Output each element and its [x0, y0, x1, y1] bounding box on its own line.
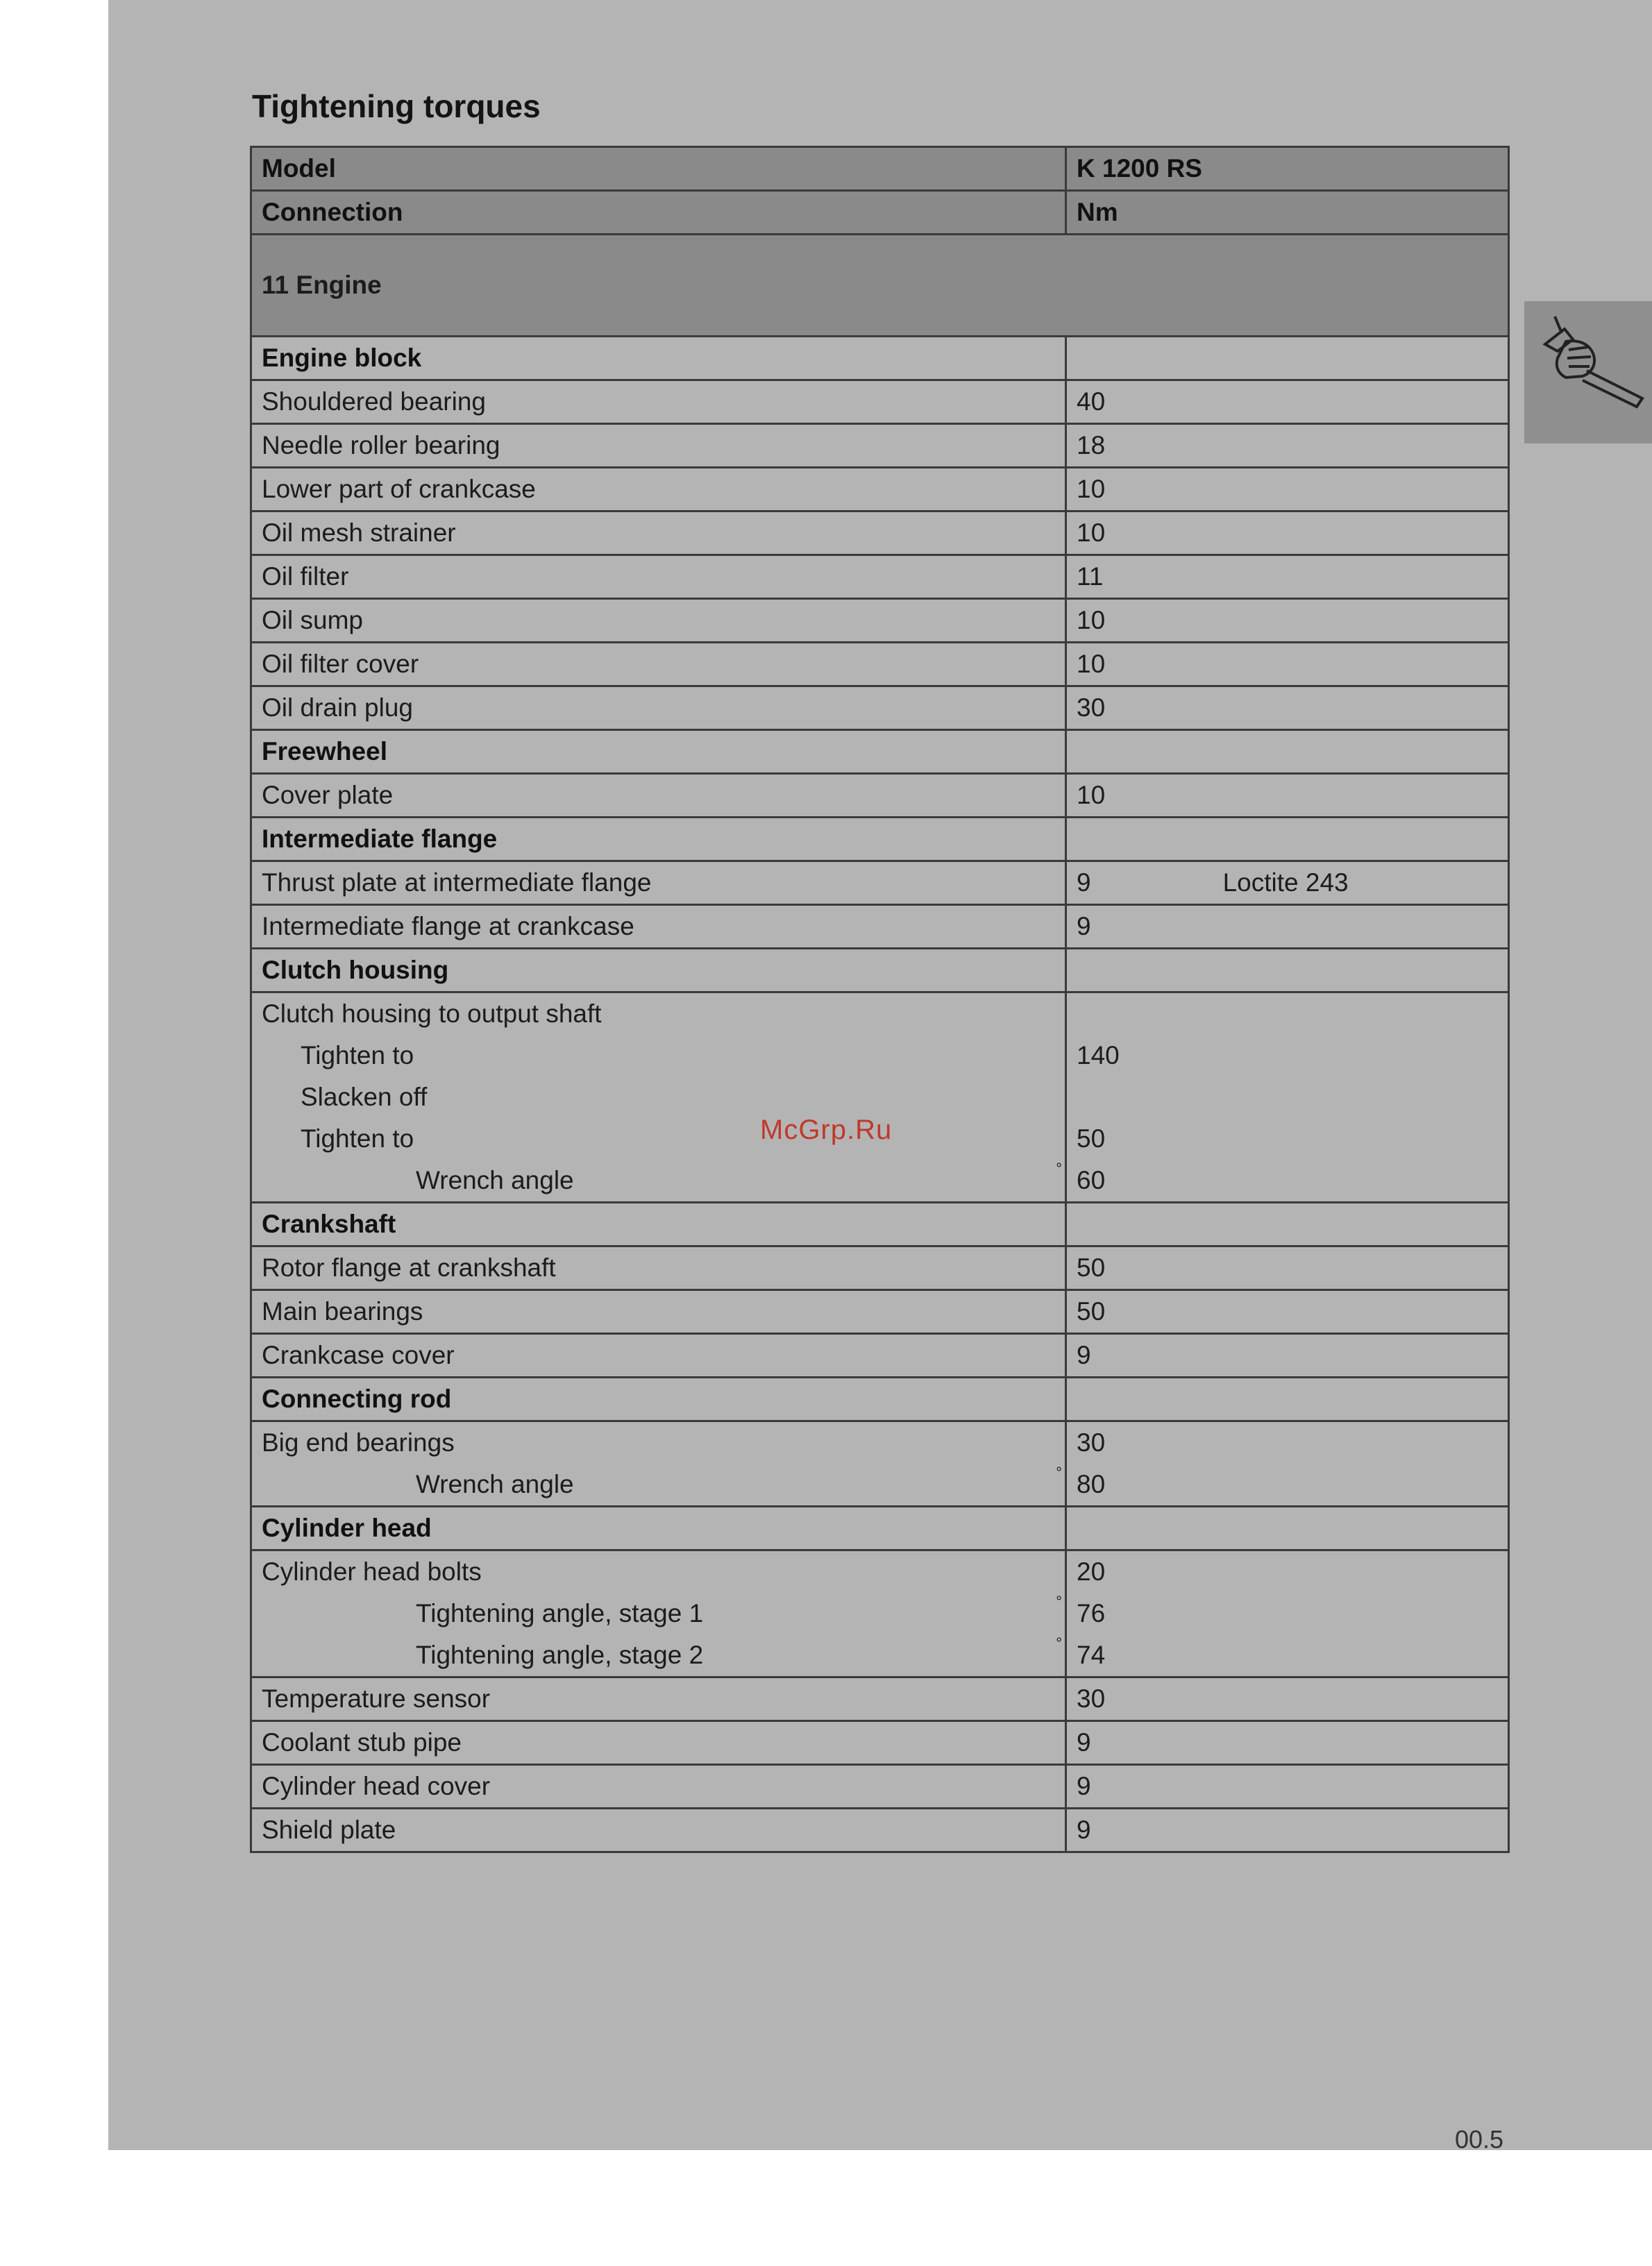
unit-label: Nm — [1066, 191, 1509, 235]
row-value: 10 — [1066, 774, 1509, 818]
table-row — [251, 1421, 1509, 1464]
row-label: Slacken off — [251, 1076, 1066, 1118]
page-title: Tightening torques — [252, 88, 541, 124]
row-label: Cylinder head bolts — [251, 1550, 1066, 1593]
row-label: Tighten to — [251, 1118, 1066, 1160]
row-label: Intermediate flange — [251, 818, 1066, 861]
row-value: 10 — [1066, 468, 1509, 511]
table-row — [251, 1677, 1509, 1721]
row-label: Rotor flange at crankshaft — [251, 1246, 1066, 1290]
section-row — [251, 337, 1509, 380]
row-note: Loctite 243 — [1222, 868, 1349, 897]
row-value: 74 — [1066, 1634, 1509, 1677]
row-value: 30 — [1066, 1421, 1509, 1464]
table-row — [251, 1035, 1509, 1076]
row-label: Shouldered bearing — [251, 380, 1066, 424]
row-label: Oil filter — [251, 555, 1066, 599]
section-row — [251, 949, 1509, 992]
row-label-cell — [251, 1593, 1066, 1634]
row-label: Wrench angle — [416, 1166, 574, 1194]
group-title: 11 Engine — [251, 235, 1509, 337]
row-label: Cylinder head cover — [251, 1765, 1066, 1809]
row-label: Big end bearings — [251, 1421, 1066, 1464]
row-value: 9 — [1077, 868, 1091, 897]
table-row — [251, 686, 1509, 730]
degree-mark: ° — [1056, 1464, 1062, 1481]
row-value: 76 — [1066, 1593, 1509, 1634]
row-value: 20 — [1066, 1550, 1509, 1593]
wrench-hand-icon — [1524, 301, 1652, 443]
row-value — [1066, 1203, 1509, 1246]
table-row — [251, 992, 1509, 1035]
row-value — [1066, 1378, 1509, 1421]
row-value: 30 — [1066, 686, 1509, 730]
table-row — [251, 1550, 1509, 1593]
row-value — [1066, 1076, 1509, 1118]
section-row — [251, 1378, 1509, 1421]
row-value: 140 — [1066, 1035, 1509, 1076]
row-label: Needle roller bearing — [251, 424, 1066, 468]
table-row — [251, 468, 1509, 511]
row-value: 50 — [1066, 1290, 1509, 1334]
connection-label: Connection — [251, 191, 1066, 235]
row-label: Engine block — [251, 337, 1066, 380]
table-row — [251, 905, 1509, 949]
row-label: Clutch housing — [251, 949, 1066, 992]
row-label-cell — [251, 1160, 1066, 1203]
row-label: Main bearings — [251, 1290, 1066, 1334]
row-label: Wrench angle — [416, 1470, 574, 1498]
section-row — [251, 1203, 1509, 1246]
table-row — [251, 599, 1509, 643]
table-row — [251, 861, 1509, 905]
row-label: Lower part of crankcase — [251, 468, 1066, 511]
row-value — [1066, 730, 1509, 774]
row-value: 10 — [1066, 511, 1509, 555]
table-row — [251, 774, 1509, 818]
table-row — [251, 1290, 1509, 1334]
row-value: 30 — [1066, 1677, 1509, 1721]
row-label-cell — [251, 1464, 1066, 1507]
row-value: 9 — [1066, 1765, 1509, 1809]
row-value: 18 — [1066, 424, 1509, 468]
row-value — [1066, 337, 1509, 380]
row-value: 10 — [1066, 599, 1509, 643]
section-tab — [1524, 301, 1652, 443]
table-row — [251, 1334, 1509, 1378]
row-label-cell — [251, 1634, 1066, 1677]
table-row — [251, 1634, 1509, 1677]
row-label: Crankshaft — [251, 1203, 1066, 1246]
row-value — [1066, 1507, 1509, 1550]
table-row — [251, 511, 1509, 555]
table-row — [251, 1076, 1509, 1118]
model-value: K 1200 RS — [1066, 147, 1509, 191]
row-label: Tightening angle, stage 1 — [416, 1599, 704, 1627]
row-value — [1066, 949, 1509, 992]
row-label: Tighten to — [251, 1035, 1066, 1076]
row-label: Cylinder head — [251, 1507, 1066, 1550]
table-header-row — [251, 147, 1509, 191]
section-row — [251, 730, 1509, 774]
table-row — [251, 555, 1509, 599]
row-value: 11 — [1066, 555, 1509, 599]
row-value — [1066, 992, 1509, 1035]
section-row — [251, 818, 1509, 861]
row-label: Connecting rod — [251, 1378, 1066, 1421]
row-label: Intermediate flange at crankcase — [251, 905, 1066, 949]
row-label: Clutch housing to output shaft — [251, 992, 1066, 1035]
table-row — [251, 1765, 1509, 1809]
table-row — [251, 1593, 1509, 1634]
model-label: Model — [251, 147, 1066, 191]
row-value: 60 — [1066, 1160, 1509, 1203]
row-value: 50 — [1066, 1118, 1509, 1160]
row-label: Freewheel — [251, 730, 1066, 774]
row-label: Thrust plate at intermediate flange — [251, 861, 1066, 905]
table-row — [251, 1160, 1509, 1203]
row-label: Oil mesh strainer — [251, 511, 1066, 555]
row-label: Temperature sensor — [251, 1677, 1066, 1721]
row-label: Oil filter cover — [251, 643, 1066, 686]
row-value: 9 — [1066, 905, 1509, 949]
page-number: 00.5 — [1455, 2125, 1504, 2154]
row-label: Coolant stub pipe — [251, 1721, 1066, 1765]
row-value: 10 — [1066, 643, 1509, 686]
row-label: Oil drain plug — [251, 686, 1066, 730]
section-row — [251, 1507, 1509, 1550]
table-row — [251, 1464, 1509, 1507]
table-header-row — [251, 191, 1509, 235]
row-value: 80 — [1066, 1464, 1509, 1507]
row-label: Cover plate — [251, 774, 1066, 818]
degree-mark: ° — [1056, 1160, 1062, 1177]
watermark: McGrp.Ru — [760, 1115, 893, 1145]
table-row — [251, 643, 1509, 686]
row-label: Shield plate — [251, 1809, 1066, 1852]
table-row — [251, 1721, 1509, 1765]
row-label: Oil sump — [251, 599, 1066, 643]
row-value: 9 — [1066, 1809, 1509, 1852]
row-label: Crankcase cover — [251, 1334, 1066, 1378]
table-row — [251, 1246, 1509, 1290]
row-value — [1066, 818, 1509, 861]
table-row — [251, 1809, 1509, 1852]
group-row — [251, 235, 1509, 337]
row-value: 40 — [1066, 380, 1509, 424]
row-value: 50 — [1066, 1246, 1509, 1290]
row-value-cell — [1066, 861, 1509, 905]
row-value: 9 — [1066, 1721, 1509, 1765]
row-value: 9 — [1066, 1334, 1509, 1378]
table-row — [251, 380, 1509, 424]
degree-mark: ° — [1056, 1593, 1062, 1610]
table-row — [251, 424, 1509, 468]
degree-mark: ° — [1056, 1634, 1062, 1652]
row-label: Tightening angle, stage 2 — [416, 1641, 704, 1669]
torque-table — [250, 146, 1510, 1853]
